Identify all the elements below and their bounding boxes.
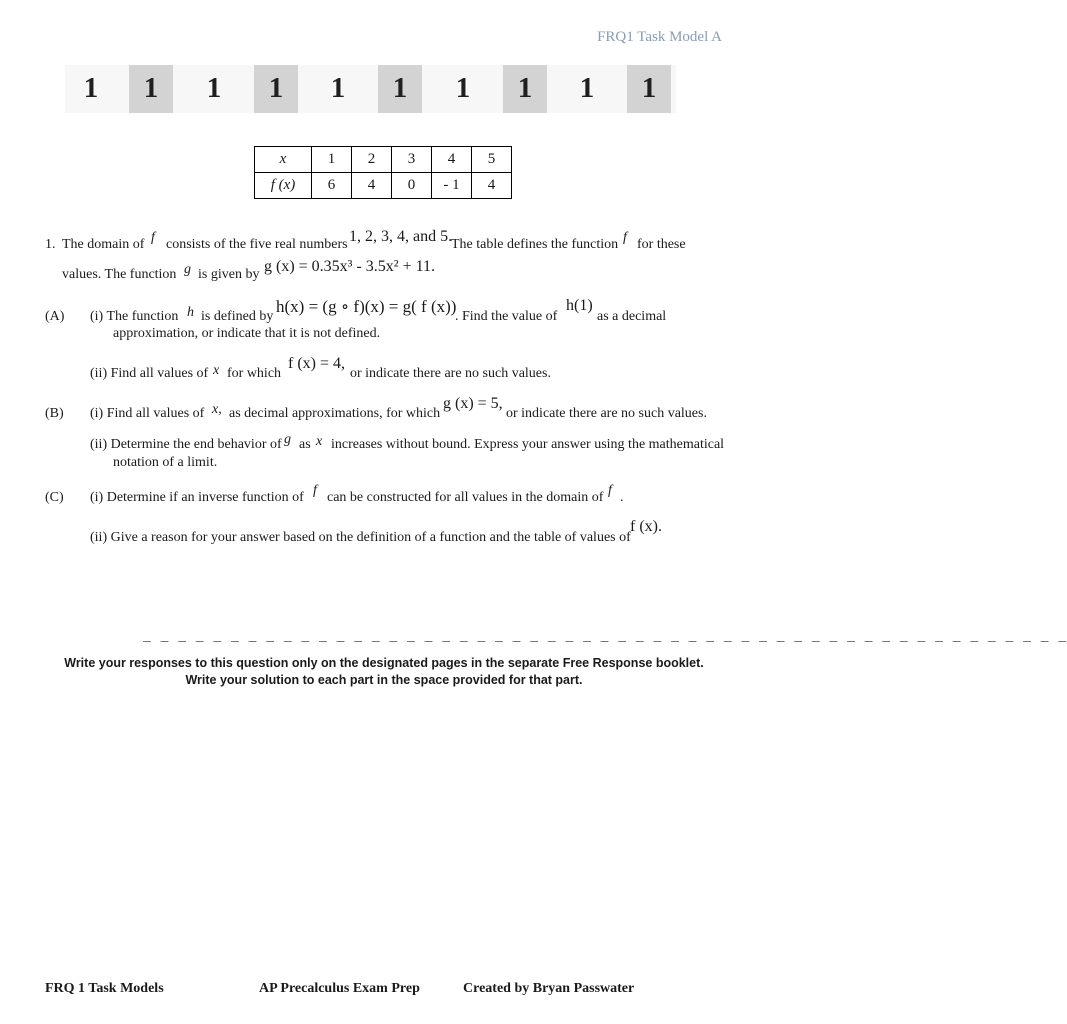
math-f: f bbox=[608, 483, 612, 498]
score-cell: 1 bbox=[129, 65, 173, 113]
score-cell: 1 bbox=[330, 72, 346, 104]
score-cell: 1 bbox=[83, 72, 99, 104]
footer-left: FRQ 1 Task Models bbox=[45, 981, 164, 996]
domain-list: 1, 2, 3, 4, and 5. bbox=[349, 228, 453, 245]
table-cell: 4 bbox=[432, 147, 472, 173]
intro-text: consists of the five real numbers bbox=[166, 237, 348, 252]
table-cell: - 1 bbox=[432, 173, 472, 199]
part-c-text: (ii) Give a reason for your answer based on the definition of a function and the table of values of bbox=[90, 530, 631, 545]
part-b-text: notation of a limit. bbox=[113, 455, 218, 470]
function-table bbox=[254, 146, 512, 199]
table-cell: 4 bbox=[472, 173, 512, 199]
math-f: f bbox=[313, 483, 317, 498]
table-row bbox=[255, 173, 512, 199]
score-cell: 1 bbox=[627, 65, 671, 113]
math-x: x, bbox=[212, 402, 222, 417]
h-definition: h(x) = (g ∘ f)(x) = g( f (x)) bbox=[276, 297, 457, 316]
score-cell: 1 bbox=[579, 72, 595, 104]
part-b-label: (B) bbox=[45, 406, 64, 421]
part-a-text: is defined by bbox=[201, 309, 274, 324]
part-b-text: (i) Find all values of bbox=[90, 406, 205, 421]
math-f: f bbox=[623, 230, 627, 245]
score-cell: 1 bbox=[378, 65, 422, 113]
instructions-line-1: Write your responses to this question only on the designated pages in the separate Free Response booklet. bbox=[64, 656, 704, 670]
footer-center: AP Precalculus Exam Prep bbox=[259, 981, 420, 996]
table-cell: 2 bbox=[352, 147, 392, 173]
intro-text: values. The function bbox=[62, 267, 177, 282]
intro-text: The table defines the function bbox=[451, 237, 619, 252]
table-header-fx: f (x) bbox=[255, 173, 312, 199]
part-a-text: for which bbox=[227, 366, 282, 381]
gx-equation: g (x) = 5, bbox=[443, 395, 503, 412]
part-a-text: (ii) Find all values of bbox=[90, 366, 209, 381]
score-cell: 1 bbox=[455, 72, 471, 104]
separator-line: _ _ _ _ _ _ _ _ _ _ _ _ _ _ _ _ _ _ _ _ _ _ _ _ _ _ _ _ _ _ _ _ _ _ _ _ _ _ _ _ _ _ _ _ _ _ _ _ _ _ _ _ _ bbox=[143, 629, 1067, 644]
math-h: h bbox=[187, 305, 194, 320]
part-a-text: as a decimal bbox=[597, 309, 667, 324]
part-a-text: or indicate there are no such values. bbox=[350, 366, 551, 381]
math-g: g bbox=[184, 262, 191, 277]
intro-text: The domain of bbox=[62, 237, 145, 252]
table-cell: 4 bbox=[352, 173, 392, 199]
question-number: 1. bbox=[45, 237, 56, 252]
table-cell: 0 bbox=[392, 173, 432, 199]
fx-equation: f (x) = 4, bbox=[288, 355, 346, 372]
intro-text: is given by bbox=[198, 267, 260, 282]
table-header-x: x bbox=[255, 147, 312, 173]
math-x: x bbox=[316, 434, 323, 449]
part-c-label: (C) bbox=[45, 490, 64, 505]
footer-right: Created by Bryan Passwater bbox=[463, 981, 635, 996]
score-cell: 1 bbox=[503, 65, 547, 113]
math-x: x bbox=[213, 363, 220, 378]
g-definition: g (x) = 0.35x³ - 3.5x² + 11. bbox=[264, 258, 436, 275]
instructions-line-2: Write your solution to each part in the space provided for that part. bbox=[185, 673, 583, 687]
score-cell: 1 bbox=[206, 72, 222, 104]
math-h1: h(1) bbox=[566, 297, 593, 314]
table-cell: 3 bbox=[392, 147, 432, 173]
part-a-text: (i) The function bbox=[90, 309, 179, 324]
part-a-text: . Find the value of bbox=[455, 309, 558, 324]
math-g: g bbox=[284, 432, 291, 447]
header-title: FRQ1 Task Model A bbox=[597, 29, 722, 45]
score-strip bbox=[65, 65, 676, 113]
table-cell: 5 bbox=[472, 147, 512, 173]
math-f: f bbox=[151, 230, 155, 245]
table-row bbox=[255, 147, 512, 173]
intro-text: for these bbox=[637, 237, 686, 252]
part-b-text: as bbox=[299, 437, 311, 452]
table-cell: 6 bbox=[312, 173, 352, 199]
part-b-text: increases without bound. Express your answer using the mathematical bbox=[331, 437, 725, 452]
score-cell: 1 bbox=[254, 65, 298, 113]
part-a-label: (A) bbox=[45, 309, 65, 324]
fx-expression: f (x). bbox=[630, 518, 662, 535]
part-c-text: (i) Determine if an inverse function of bbox=[90, 490, 304, 505]
part-b-text: or indicate there are no such values. bbox=[506, 406, 707, 421]
part-c-text: . bbox=[620, 490, 624, 505]
table-cell: 1 bbox=[312, 147, 352, 173]
part-b-text: (ii) Determine the end behavior of bbox=[90, 437, 282, 452]
part-a-text: approximation, or indicate that it is not defined. bbox=[113, 326, 381, 341]
part-b-text: as decimal approximations, for which bbox=[229, 406, 441, 421]
part-c-text: can be constructed for all values in the domain of bbox=[327, 490, 604, 505]
